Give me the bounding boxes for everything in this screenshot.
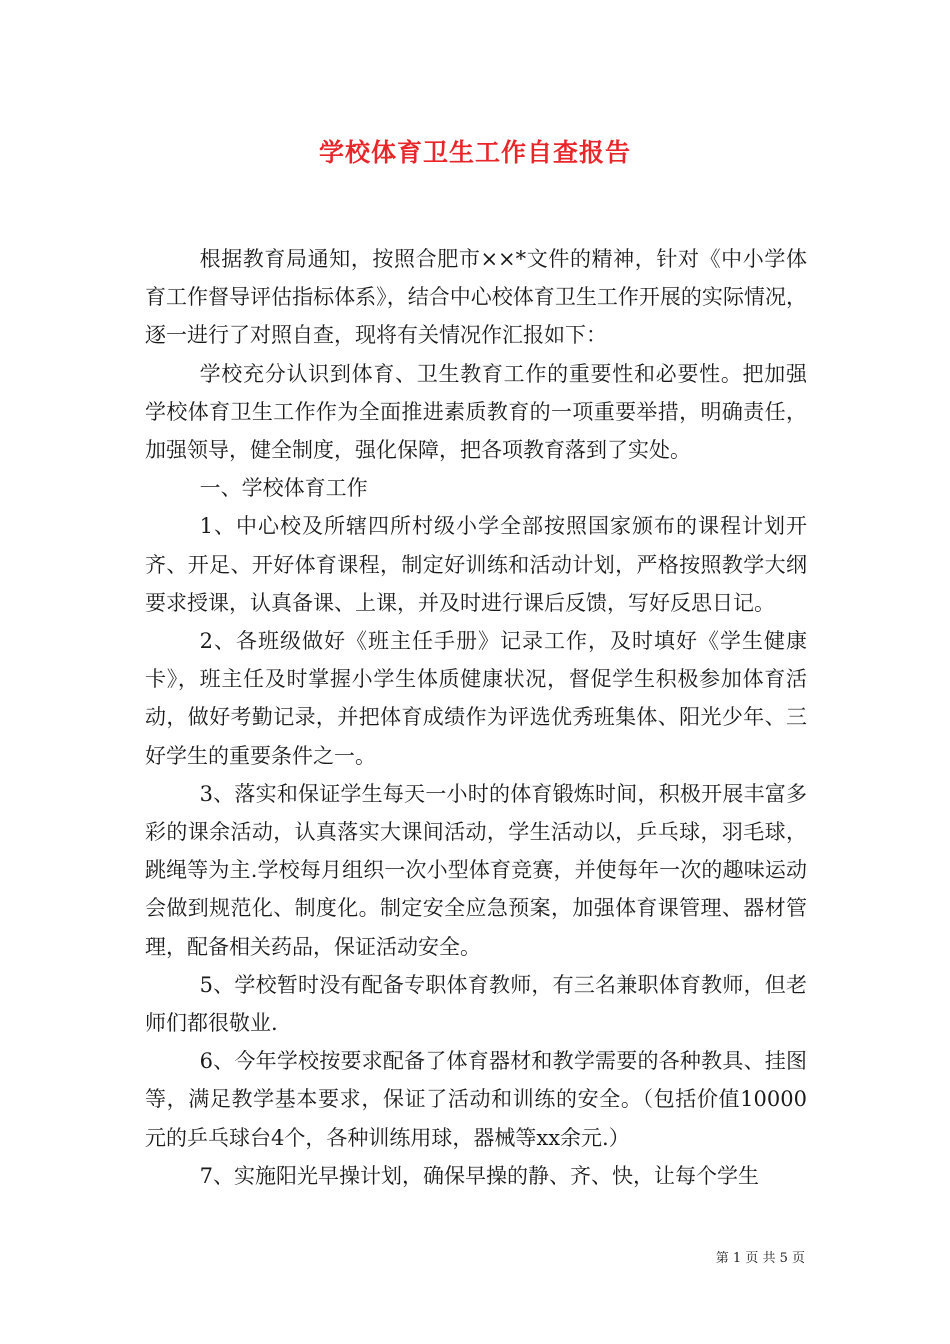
document-title: 学校体育卫生工作自查报告 <box>318 138 631 167</box>
paragraph-item-5: 5、学校暂时没有配备专职体育教师，有三名兼职体育教师，但老师们都很敬业. <box>145 972 807 1036</box>
paragraph-item-1: 1、中心校及所辖四所村级小学全部按照国家颁布的课程计划开齐、开足、开好体育课程，制定好训练和活动计划，严格按照教学大纲要求授课，认真备课、上课，并及时进行课后反馈，写好反思日记。 <box>145 514 807 615</box>
paragraph-item-7: 7、实施阳光早操计划，确保早操的静、齐、快，让每个学生 <box>199 1163 759 1188</box>
paragraph-item-6: 6、今年学校按要求配备了体育器材和教学需要的各种教具、挂图等，满足教学基本要求，保证了活动和训练的安全。（包括价值10000元的乒乓球台4个，各种训练用球，器械等xx余元.） <box>145 1049 807 1150</box>
section-heading-pe: 一、学校体育工作 <box>199 476 368 501</box>
page-number: 第 1 页 共 5 页 <box>715 1251 805 1266</box>
paragraph-intro: 根据教育局通知，按照合肥市××*文件的精神，针对《中小学体育工作督导评估指标体系》，结合中心校体育卫生工作开展的实际情况，逐一进行了对照自查，现将有关情况作汇报如下： <box>145 247 807 348</box>
paragraph-item-3: 3、落实和保证学生每天一小时的体育锻炼时间，积极开展丰富多彩的课余活动，认真落实大课间活动，学生活动以，乒乓球，羽毛球，跳绳等为主.学校每月组织一次小型体育竞赛，并使每年一次的趣味运动会做到规范化、制度化。制定安全应急预案，加强体育课管理、器材管理，配备相关药品，保证活动安全。 <box>145 781 807 959</box>
paragraph-item-2: 2、各班级做好《班主任手册》记录工作，及时填好《学生健康卡》，班主任及时掌握小学生体质健康状况，督促学生积极参加体育活动，做好考勤记录，并把体育成绩作为评选优秀班集体、阳光少年、三好学生的重要条件之一。 <box>145 629 807 768</box>
paragraph-importance: 学校充分认识到体育、卫生教育工作的重要性和必要性。把加强学校体育卫生工作作为全面推进素质教育的一项重要举措，明确责任，加强领导，健全制度，强化保障，把各项教育落到了实处。 <box>145 361 807 463</box>
document-body <box>145 240 807 1195</box>
